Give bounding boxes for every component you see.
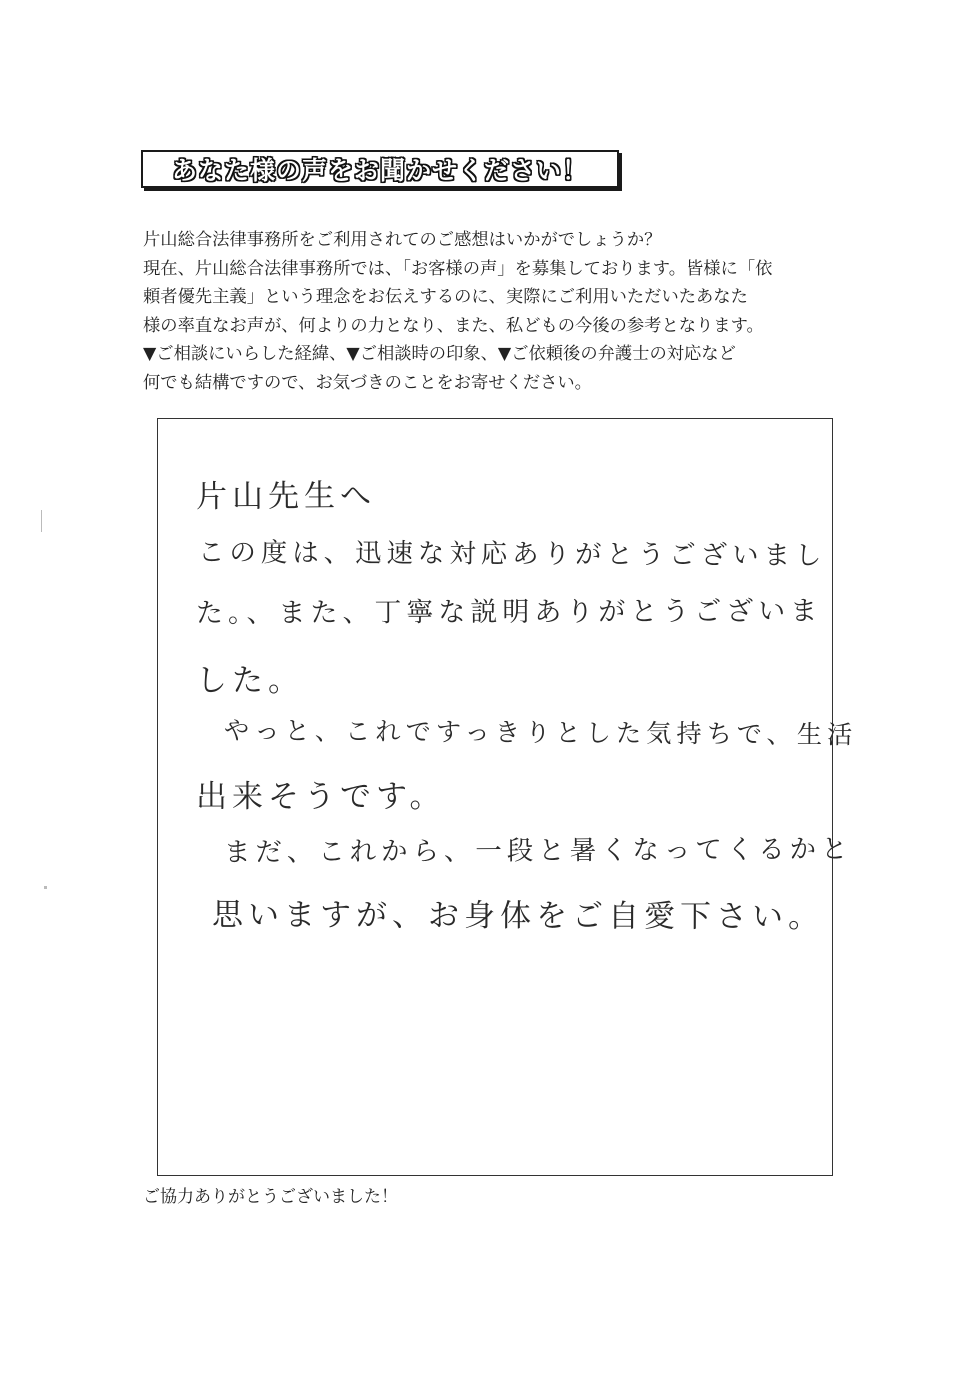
handwritten-line: まだ、これから、一段と暑くなってくるかと	[223, 833, 853, 868]
handwritten-line: 出来そうです。	[196, 779, 446, 815]
intro-paragraph	[143, 226, 843, 398]
handwritten-line: した。	[196, 663, 304, 699]
title-box	[141, 150, 619, 188]
handwritten-answer-box	[157, 418, 858, 1176]
intro-line: 現在、片山総合法律事務所では、「お客様の声」を募集しております。皆様に「依	[143, 258, 773, 279]
scan-speck	[41, 510, 42, 532]
intro-line: ▼ご相談にいらした経緯、▼ご相談時の印象、▼ご依頼後の弁護士の対応など	[143, 344, 736, 365]
handwritten-line: やっと、これですっきりとした気持ちで、生活	[223, 716, 858, 750]
handwritten-line: 思いますが、お身体をご自愛下さい。	[211, 897, 825, 936]
page-title: あなた様の声をお聞かせください！	[171, 156, 588, 185]
intro-line: 様の率直なお声が、何よりの力となり、また、私どもの今後の参考となります。	[143, 315, 764, 336]
intro-line: 片山総合法律事務所をご利用されてのご感想はいかがでしょうか？	[143, 230, 662, 250]
closing-message: ご協力ありがとうございました！	[143, 1187, 398, 1207]
handwritten-line: た。、また、丁寧な説明ありがとうございま	[195, 595, 823, 629]
intro-line: 何でも結構ですので、お気づきのことをお寄せください。	[143, 372, 592, 393]
intro-line: 頼者優先主義」という理念をお伝えするのに、実際にご利用いただいたあなた	[143, 287, 748, 308]
handwritten-line: この度は、迅速な対応ありがとうございまし	[197, 537, 827, 572]
handwritten-line: 片山先生へ	[195, 477, 377, 515]
scan-speck	[44, 886, 47, 889]
